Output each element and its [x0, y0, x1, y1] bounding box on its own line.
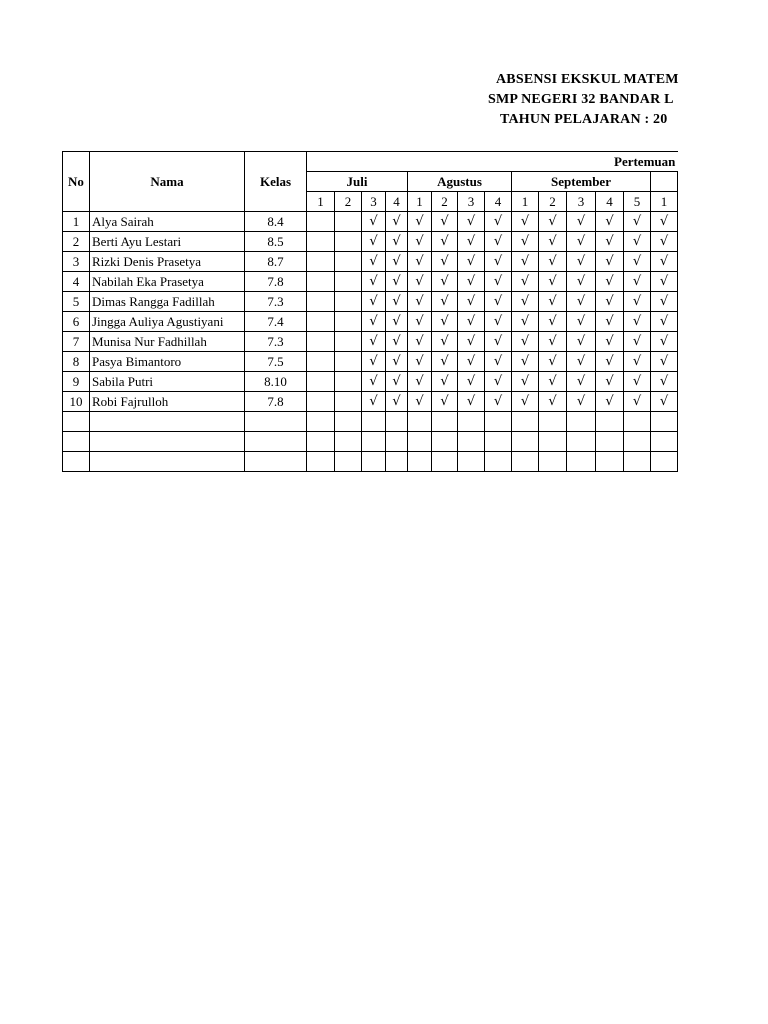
attendance-cell[interactable]: [307, 392, 335, 412]
attendance-cell[interactable]: √: [362, 292, 386, 312]
attendance-cell[interactable]: √: [539, 252, 567, 272]
empty-cell[interactable]: [90, 412, 245, 432]
cell-no: 7: [63, 332, 90, 352]
attendance-cell[interactable]: √: [596, 312, 624, 332]
empty-cell[interactable]: [362, 452, 386, 472]
week-number: 3: [362, 192, 386, 212]
week-number: 1: [307, 192, 335, 212]
attendance-cell[interactable]: √: [432, 372, 458, 392]
week-number: 1: [512, 192, 539, 212]
empty-cell[interactable]: [432, 432, 458, 452]
table-row: [63, 332, 678, 352]
attendance-cell[interactable]: √: [386, 212, 408, 232]
cell-kelas: 7.8: [245, 392, 307, 412]
week-number: 1: [651, 192, 678, 212]
attendance-cell[interactable]: √: [567, 292, 596, 312]
attendance-cell[interactable]: √: [567, 392, 596, 412]
attendance-cell[interactable]: [307, 332, 335, 352]
cell-nama: Jingga Auliya Agustiyani: [90, 312, 245, 332]
attendance-cell[interactable]: √: [624, 372, 651, 392]
empty-cell[interactable]: [386, 452, 408, 472]
attendance-cell[interactable]: √: [485, 332, 512, 352]
attendance-cell[interactable]: √: [408, 392, 432, 412]
attendance-cell[interactable]: [307, 292, 335, 312]
attendance-cell[interactable]: √: [362, 252, 386, 272]
attendance-cell[interactable]: √: [485, 352, 512, 372]
empty-cell[interactable]: [307, 412, 335, 432]
attendance-cell[interactable]: √: [512, 352, 539, 372]
attendance-cell[interactable]: √: [512, 332, 539, 352]
cell-no: 5: [63, 292, 90, 312]
empty-cell[interactable]: [512, 412, 539, 432]
attendance-cell[interactable]: √: [408, 292, 432, 312]
attendance-cell[interactable]: √: [362, 332, 386, 352]
cell-kelas: 8.4: [245, 212, 307, 232]
attendance-cell[interactable]: √: [567, 332, 596, 352]
attendance-cell[interactable]: √: [408, 352, 432, 372]
empty-cell[interactable]: [596, 452, 624, 472]
cell-nama: Alya Sairah: [90, 212, 245, 232]
week-number: 4: [596, 192, 624, 212]
table-row: [63, 252, 678, 272]
week-number: 5: [624, 192, 651, 212]
attendance-cell[interactable]: √: [386, 292, 408, 312]
attendance-cell[interactable]: √: [567, 352, 596, 372]
attendance-cell[interactable]: √: [539, 232, 567, 252]
cell-nama: Berti Ayu Lestari: [90, 232, 245, 252]
attendance-cell[interactable]: √: [512, 312, 539, 332]
attendance-cell[interactable]: √: [432, 272, 458, 292]
attendance-cell[interactable]: √: [485, 372, 512, 392]
week-number: 4: [386, 192, 408, 212]
attendance-cell[interactable]: √: [386, 352, 408, 372]
attendance-cell[interactable]: √: [485, 312, 512, 332]
empty-cell[interactable]: [432, 452, 458, 472]
attendance-cell[interactable]: √: [432, 332, 458, 352]
attendance-cell[interactable]: [335, 232, 362, 252]
empty-cell[interactable]: [335, 412, 362, 432]
empty-cell[interactable]: [63, 412, 90, 432]
attendance-cell[interactable]: √: [651, 372, 678, 392]
attendance-cell[interactable]: √: [539, 212, 567, 232]
empty-cell[interactable]: [624, 452, 651, 472]
empty-cell[interactable]: [362, 412, 386, 432]
cell-no: 9: [63, 372, 90, 392]
empty-cell[interactable]: [651, 412, 678, 432]
attendance-cell[interactable]: √: [386, 332, 408, 352]
cell-nama: Pasya Bimantoro: [90, 352, 245, 372]
attendance-cell[interactable]: √: [485, 252, 512, 272]
table-row: [63, 372, 678, 392]
empty-cell[interactable]: [245, 432, 307, 452]
attendance-cell[interactable]: [307, 312, 335, 332]
cell-nama: Munisa Nur Fadhillah: [90, 332, 245, 352]
attendance-cell[interactable]: [335, 372, 362, 392]
attendance-cell[interactable]: √: [485, 232, 512, 252]
attendance-cell[interactable]: √: [485, 392, 512, 412]
attendance-cell[interactable]: √: [596, 332, 624, 352]
empty-cell[interactable]: [485, 412, 512, 432]
attendance-cell[interactable]: √: [362, 372, 386, 392]
cell-no: 3: [63, 252, 90, 272]
empty-row: [63, 432, 678, 452]
empty-cell[interactable]: [567, 432, 596, 452]
table-row: [63, 272, 678, 292]
cell-kelas: 7.8: [245, 272, 307, 292]
header-kelas: Kelas: [245, 152, 307, 212]
empty-cell[interactable]: [408, 412, 432, 432]
attendance-cell[interactable]: √: [362, 392, 386, 412]
attendance-cell[interactable]: √: [458, 252, 485, 272]
attendance-cell[interactable]: √: [596, 212, 624, 232]
attendance-cell[interactable]: √: [458, 372, 485, 392]
attendance-cell[interactable]: √: [408, 272, 432, 292]
cell-no: 4: [63, 272, 90, 292]
empty-cell[interactable]: [386, 432, 408, 452]
attendance-cell[interactable]: [307, 372, 335, 392]
attendance-cell[interactable]: √: [539, 392, 567, 412]
attendance-cell[interactable]: √: [567, 312, 596, 332]
attendance-cell[interactable]: √: [567, 272, 596, 292]
attendance-cell[interactable]: √: [458, 392, 485, 412]
cell-no: 8: [63, 352, 90, 372]
attendance-cell[interactable]: √: [567, 372, 596, 392]
attendance-cell[interactable]: [307, 212, 335, 232]
school-name: SMP NEGERI 32 BANDAR L: [488, 92, 674, 107]
attendance-cell[interactable]: [335, 292, 362, 312]
attendance-cell[interactable]: √: [624, 352, 651, 372]
attendance-cell[interactable]: [307, 252, 335, 272]
table-row: [63, 232, 678, 252]
cell-kelas: 7.4: [245, 312, 307, 332]
attendance-cell[interactable]: √: [408, 252, 432, 272]
attendance-cell[interactable]: √: [362, 312, 386, 332]
attendance-cell[interactable]: √: [362, 212, 386, 232]
attendance-cell[interactable]: √: [386, 312, 408, 332]
attendance-cell[interactable]: [335, 352, 362, 372]
attendance-cell[interactable]: √: [624, 292, 651, 312]
attendance-cell[interactable]: √: [408, 332, 432, 352]
header-pertemuan: Pertemuan: [307, 152, 678, 172]
empty-cell[interactable]: [596, 412, 624, 432]
empty-cell[interactable]: [624, 432, 651, 452]
empty-cell[interactable]: [408, 432, 432, 452]
empty-cell[interactable]: [651, 452, 678, 472]
attendance-cell[interactable]: √: [596, 372, 624, 392]
empty-cell[interactable]: [90, 452, 245, 472]
attendance-cell[interactable]: √: [596, 392, 624, 412]
empty-cell[interactable]: [335, 452, 362, 472]
attendance-cell[interactable]: √: [458, 232, 485, 252]
attendance-cell[interactable]: √: [512, 392, 539, 412]
attendance-cell[interactable]: √: [432, 212, 458, 232]
week-number: 2: [432, 192, 458, 212]
week-number: 4: [485, 192, 512, 212]
attendance-cell[interactable]: √: [362, 232, 386, 252]
attendance-cell[interactable]: √: [408, 232, 432, 252]
attendance-cell[interactable]: √: [539, 332, 567, 352]
attendance-cell[interactable]: √: [624, 212, 651, 232]
empty-cell[interactable]: [567, 452, 596, 472]
empty-cell[interactable]: [458, 432, 485, 452]
attendance-cell[interactable]: √: [651, 212, 678, 232]
month-header: September: [512, 172, 651, 192]
attendance-cell[interactable]: [335, 272, 362, 292]
attendance-cell[interactable]: √: [432, 252, 458, 272]
empty-cell[interactable]: [245, 452, 307, 472]
attendance-sheet: [62, 151, 768, 481]
empty-cell[interactable]: [63, 452, 90, 472]
empty-cell[interactable]: [458, 452, 485, 472]
attendance-cell[interactable]: √: [651, 232, 678, 252]
cell-kelas: 7.5: [245, 352, 307, 372]
empty-cell[interactable]: [362, 432, 386, 452]
attendance-cell[interactable]: √: [386, 372, 408, 392]
empty-cell[interactable]: [539, 432, 567, 452]
cell-kelas: 7.3: [245, 332, 307, 352]
table-row: [63, 392, 678, 412]
month-header: Juli: [307, 172, 408, 192]
attendance-cell[interactable]: √: [651, 292, 678, 312]
empty-cell[interactable]: [651, 432, 678, 452]
attendance-cell[interactable]: √: [458, 292, 485, 312]
cell-kelas: 8.5: [245, 232, 307, 252]
empty-cell[interactable]: [432, 412, 458, 432]
attendance-cell[interactable]: √: [386, 252, 408, 272]
attendance-cell[interactable]: √: [624, 392, 651, 412]
attendance-cell[interactable]: √: [408, 372, 432, 392]
empty-cell[interactable]: [567, 412, 596, 432]
empty-cell[interactable]: [485, 432, 512, 452]
attendance-cell[interactable]: √: [386, 272, 408, 292]
attendance-cell[interactable]: √: [432, 292, 458, 312]
attendance-cell[interactable]: √: [432, 232, 458, 252]
empty-cell[interactable]: [386, 412, 408, 432]
empty-cell[interactable]: [458, 412, 485, 432]
week-number: 3: [567, 192, 596, 212]
attendance-cell[interactable]: √: [512, 372, 539, 392]
cell-no: 1: [63, 212, 90, 232]
empty-cell[interactable]: [90, 432, 245, 452]
attendance-cell[interactable]: √: [567, 232, 596, 252]
academic-year: TAHUN PELAJARAN : 20: [500, 112, 668, 127]
attendance-cell[interactable]: √: [624, 272, 651, 292]
table-row: [63, 312, 678, 332]
week-number: 3: [458, 192, 485, 212]
attendance-cell[interactable]: √: [539, 372, 567, 392]
attendance-cell[interactable]: [307, 272, 335, 292]
table-row: [63, 292, 678, 312]
cell-kelas: 7.3: [245, 292, 307, 312]
attendance-cell[interactable]: √: [512, 292, 539, 312]
attendance-cell[interactable]: √: [651, 392, 678, 412]
empty-cell[interactable]: [408, 452, 432, 472]
week-number: 2: [539, 192, 567, 212]
attendance-cell[interactable]: √: [512, 272, 539, 292]
empty-cell[interactable]: [512, 452, 539, 472]
cell-kelas: 8.10: [245, 372, 307, 392]
attendance-cell[interactable]: √: [485, 212, 512, 232]
sheet-title: ABSENSI EKSKUL MATEM: [496, 72, 679, 87]
attendance-cell[interactable]: [335, 332, 362, 352]
empty-row: [63, 412, 678, 432]
attendance-cell[interactable]: √: [408, 312, 432, 332]
month-header: [651, 172, 678, 192]
attendance-cell[interactable]: √: [458, 352, 485, 372]
cell-kelas: 8.7: [245, 252, 307, 272]
cell-no: 2: [63, 232, 90, 252]
cell-nama: Sabila Putri: [90, 372, 245, 392]
attendance-cell[interactable]: [335, 252, 362, 272]
attendance-cell[interactable]: √: [651, 332, 678, 352]
empty-cell[interactable]: [307, 452, 335, 472]
attendance-cell[interactable]: √: [539, 292, 567, 312]
attendance-cell[interactable]: √: [432, 312, 458, 332]
attendance-cell[interactable]: √: [651, 312, 678, 332]
cell-no: 6: [63, 312, 90, 332]
attendance-cell[interactable]: √: [432, 392, 458, 412]
attendance-cell[interactable]: [335, 312, 362, 332]
attendance-cell[interactable]: √: [458, 312, 485, 332]
empty-cell[interactable]: [335, 432, 362, 452]
table-row: [63, 212, 678, 232]
cell-nama: Robi Fajrulloh: [90, 392, 245, 412]
empty-cell[interactable]: [512, 432, 539, 452]
attendance-cell[interactable]: √: [624, 332, 651, 352]
attendance-cell[interactable]: √: [539, 352, 567, 372]
attendance-cell[interactable]: √: [539, 272, 567, 292]
attendance-cell[interactable]: [335, 212, 362, 232]
attendance-cell[interactable]: √: [624, 252, 651, 272]
attendance-cell[interactable]: √: [596, 252, 624, 272]
attendance-cell[interactable]: √: [408, 212, 432, 232]
attendance-cell[interactable]: √: [512, 232, 539, 252]
attendance-cell[interactable]: √: [624, 312, 651, 332]
attendance-cell[interactable]: √: [567, 212, 596, 232]
attendance-cell[interactable]: √: [624, 232, 651, 252]
cell-nama: Dimas Rangga Fadillah: [90, 292, 245, 312]
attendance-cell[interactable]: √: [432, 352, 458, 372]
header-no: No: [63, 152, 90, 212]
attendance-cell[interactable]: √: [596, 272, 624, 292]
attendance-cell[interactable]: [335, 392, 362, 412]
attendance-cell[interactable]: √: [651, 352, 678, 372]
empty-cell[interactable]: [63, 432, 90, 452]
empty-row: [63, 452, 678, 472]
attendance-cell[interactable]: √: [512, 252, 539, 272]
empty-cell[interactable]: [596, 432, 624, 452]
attendance-cell[interactable]: √: [512, 212, 539, 232]
attendance-cell[interactable]: √: [651, 252, 678, 272]
empty-cell[interactable]: [485, 452, 512, 472]
cell-nama: Rizki Denis Prasetya: [90, 252, 245, 272]
cell-no: 10: [63, 392, 90, 412]
attendance-cell[interactable]: √: [596, 292, 624, 312]
attendance-cell[interactable]: √: [596, 352, 624, 372]
week-number: 2: [335, 192, 362, 212]
attendance-cell[interactable]: √: [485, 272, 512, 292]
attendance-cell[interactable]: [307, 232, 335, 252]
empty-cell[interactable]: [539, 412, 567, 432]
attendance-cell[interactable]: √: [458, 272, 485, 292]
attendance-cell[interactable]: √: [362, 352, 386, 372]
attendance-cell[interactable]: √: [539, 312, 567, 332]
attendance-cell[interactable]: √: [362, 272, 386, 292]
attendance-cell[interactable]: √: [567, 252, 596, 272]
cell-nama: Nabilah Eka Prasetya: [90, 272, 245, 292]
attendance-cell[interactable]: [307, 352, 335, 372]
attendance-cell[interactable]: √: [485, 292, 512, 312]
table-row: [63, 352, 678, 372]
attendance-cell[interactable]: √: [596, 232, 624, 252]
attendance-cell[interactable]: √: [386, 392, 408, 412]
month-header: Agustus: [408, 172, 512, 192]
empty-cell[interactable]: [307, 432, 335, 452]
empty-cell[interactable]: [245, 412, 307, 432]
attendance-cell[interactable]: √: [458, 332, 485, 352]
attendance-cell[interactable]: √: [651, 272, 678, 292]
attendance-cell[interactable]: √: [458, 212, 485, 232]
empty-cell[interactable]: [539, 452, 567, 472]
header-nama: Nama: [90, 152, 245, 212]
week-number: 1: [408, 192, 432, 212]
attendance-cell[interactable]: √: [386, 232, 408, 252]
empty-cell[interactable]: [624, 412, 651, 432]
attendance-table: [62, 151, 678, 472]
